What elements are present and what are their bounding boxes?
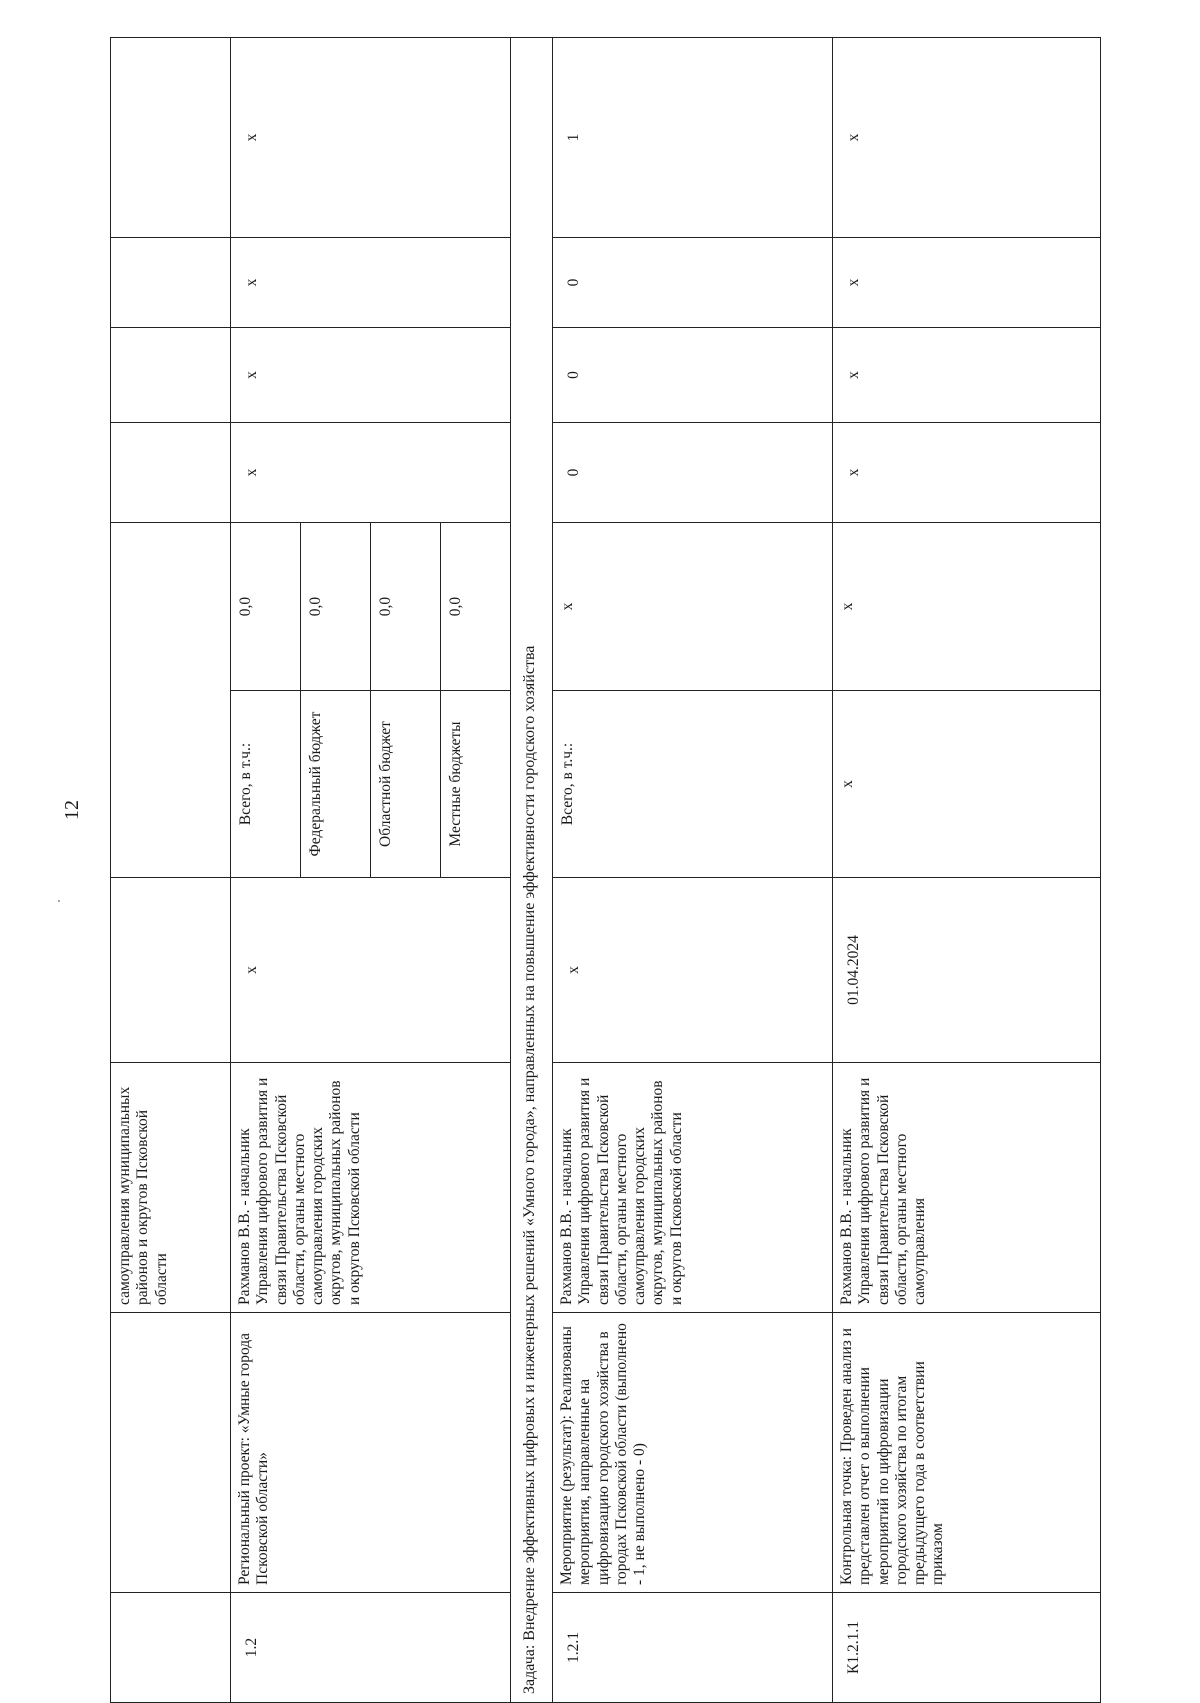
funding-label: х	[833, 691, 1100, 878]
funding-value: 0,0	[300, 523, 370, 691]
funding-row-federal	[300, 523, 370, 877]
row-sources	[553, 523, 833, 878]
name-cell	[111, 1313, 231, 1593]
scan-artifact	[58, 900, 60, 902]
funding-value: 0,0	[447, 596, 465, 617]
funding-value: х	[559, 602, 576, 611]
table-row-k1-2-1-1	[833, 38, 1101, 1703]
sources-cell	[111, 523, 231, 878]
value-cell-1: х	[231, 423, 511, 523]
row-date: х	[553, 878, 833, 1063]
funding-row-local	[441, 523, 510, 877]
row-responsible: Рахманов В.В. - начальник Управления цифрового развития и связи Правительства Псковской области, органы местного самоуправления	[833, 1063, 1101, 1313]
row-name: Мероприятие (результат): Реализованы мероприятия, направленные на цифровизацию городского хозяйства в городах Псковской области (выполнено - 1, не выполнено - 0)	[553, 1313, 833, 1593]
funding-value: х	[839, 602, 856, 611]
value-cell-1: 0	[553, 423, 833, 523]
program-table	[110, 37, 1101, 1703]
funding-label: Всего, в т.ч.:	[231, 691, 300, 878]
value-cell-2: х	[833, 328, 1101, 423]
value-cell-3: 0	[553, 238, 833, 328]
funding-label: Федеральный бюджет	[300, 691, 370, 878]
task-title: Задача: Внедрение эффективных цифровых и инженерных решений «Умного города», направленных на повышение эффективности городского хозяйства	[511, 38, 553, 1703]
row-number: 1.2.1	[553, 1593, 833, 1703]
table-row-1-2-1	[553, 38, 833, 1703]
funding-sources-table	[553, 523, 832, 877]
funding-label: Всего, в т.ч.:	[553, 691, 832, 878]
row-date: х	[231, 878, 511, 1063]
value-cell-4: х	[833, 38, 1101, 238]
funding-row-total	[833, 523, 1100, 877]
funding-label: Местные бюджеты	[441, 691, 510, 878]
number-cell	[111, 1593, 231, 1703]
value-cell-2	[111, 328, 231, 423]
responsible-cell: самоуправления муниципальных районов и округов Псковской области	[111, 1063, 231, 1313]
row-sources	[833, 523, 1101, 878]
row-responsible: Рахманов В.В. - начальник Управления цифрового развития и связи Правительства Псковской области, органы местного самоуправления городских округов, муниципальных районов и округов Псковской области	[231, 1063, 511, 1313]
funding-value: 0,0	[231, 523, 300, 691]
funding-label: Областной бюджет	[370, 691, 440, 878]
table-row-task	[511, 38, 553, 1703]
funding-row-regional	[370, 523, 440, 877]
table-row-continuation	[111, 38, 231, 1703]
value-cell-1	[111, 423, 231, 523]
value-cell-4: 1	[553, 38, 833, 238]
row-sources	[231, 523, 511, 878]
value-cell-2: х	[231, 328, 511, 423]
row-name: Контрольная точка: Проведен анализ и представлен отчет о выполнении мероприятий по цифровизации городского хозяйства по итогам предыдущего года в соответствии приказом	[833, 1313, 1101, 1593]
row-responsible: Рахманов В.В. - начальник Управления цифрового развития и связи Правительства Псковской области, органы местного самоуправления городских округов, муниципальных районов и округов Псковской области	[553, 1063, 833, 1313]
value-cell-3: х	[833, 238, 1101, 328]
value-cell-4: х	[231, 38, 511, 238]
row-name: Региональный проект: «Умные города Псковской области»	[231, 1313, 511, 1593]
table-row-1-2	[231, 38, 511, 1703]
value-cell-3: х	[231, 238, 511, 328]
page-number: 12	[60, 800, 83, 820]
row-number: К1.2.1.1	[833, 1593, 1101, 1703]
funding-value: 0,0	[370, 523, 440, 691]
value-cell-4	[111, 38, 231, 238]
funding-row-total	[231, 523, 300, 877]
rotated-page-content	[110, 133, 1100, 1703]
value-cell-2: 0	[553, 328, 833, 423]
funding-sources-table	[833, 523, 1100, 877]
row-number: 1.2	[231, 1593, 511, 1703]
funding-sources-table	[231, 523, 510, 877]
value-cell-1: х	[833, 423, 1101, 523]
funding-row-total	[553, 523, 832, 877]
row-date: 01.04.2024	[833, 878, 1101, 1063]
date-cell	[111, 878, 231, 1063]
value-cell-3	[111, 238, 231, 328]
